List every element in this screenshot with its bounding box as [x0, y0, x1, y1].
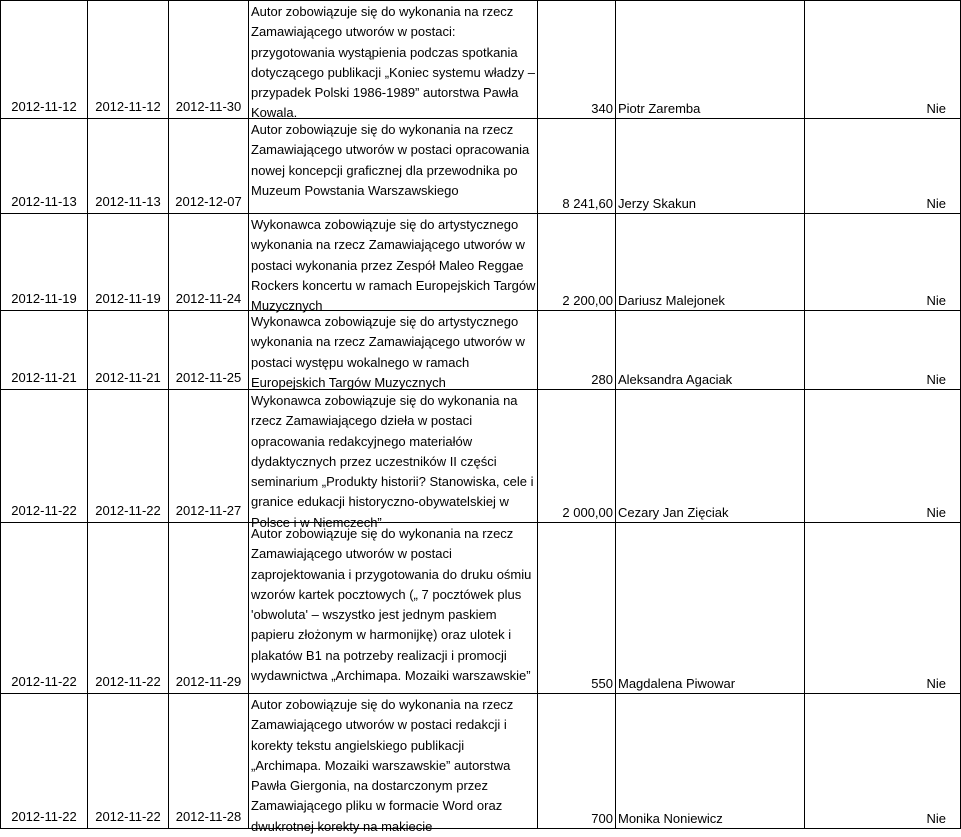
flag-value: Nie [805, 119, 961, 214]
table-row [1, 214, 961, 311]
date-start: 2012-11-19 [1, 214, 88, 311]
contract-description: Autor zobowiązuje się do wykonania na rzecz Zamawiającego utworów w postaci opracowania nowej koncepcji graficznej dla przewodnika po Muzeum Powstania Warszawskiego [249, 119, 538, 214]
flag-value: Nie [805, 1, 961, 119]
table-row [1, 523, 961, 694]
contract-amount: 550 [538, 523, 616, 694]
date-end: 2012-11-25 [169, 311, 249, 390]
contract-amount: 280 [538, 311, 616, 390]
contract-amount: 8 241,60 [538, 119, 616, 214]
date-signed: 2012-11-19 [88, 214, 169, 311]
contract-description: Autor zobowiązuje się do wykonania na rzecz Zamawiającego utworów w postaci zaprojektowania i przygotowania do druku ośmiu wzorów kartek pocztowych („ 7 pocztówek plus 'obwoluta' – wszystko jest jednym paskiem papieru złożonym w harmonijkę) oraz ulotek i plakatów B1 na potrzeby realizacji i promocji wydawnictwa „Archimapa. Mozaiki warszawskie” [249, 523, 538, 694]
contractor-name: Aleksandra Agaciak [616, 311, 805, 390]
contract-description: Wykonawca zobowiązuje się do artystycznego wykonania na rzecz Zamawiającego utworów w postaci występu wokalnego w ramach Europejskich Targów Muzycznych [249, 311, 538, 390]
date-signed: 2012-11-12 [88, 1, 169, 119]
table-row [1, 694, 961, 829]
date-end: 2012-11-29 [169, 523, 249, 694]
contractor-name: Monika Noniewicz [616, 694, 805, 829]
date-end: 2012-11-28 [169, 694, 249, 829]
contractor-name: Jerzy Skakun [616, 119, 805, 214]
contractor-name: Magdalena Piwowar [616, 523, 805, 694]
date-start: 2012-11-21 [1, 311, 88, 390]
table-row [1, 119, 961, 214]
contract-description: Autor zobowiązuje się do wykonania na rzecz Zamawiającego utworów w postaci: przygotowania wystąpienia podczas spotkania dotyczącego publikacji „Koniec systemu władzy – przypadek Polski 1986-1989” autorstwa Pawła Kowala. [249, 1, 538, 119]
contractor-name: Cezary Jan Zięciak [616, 390, 805, 523]
date-start: 2012-11-22 [1, 390, 88, 523]
date-start: 2012-11-13 [1, 119, 88, 214]
date-signed: 2012-11-22 [88, 523, 169, 694]
flag-value: Nie [805, 694, 961, 829]
table-row [1, 311, 961, 390]
flag-value: Nie [805, 311, 961, 390]
date-signed: 2012-11-22 [88, 390, 169, 523]
date-signed: 2012-11-21 [88, 311, 169, 390]
flag-value: Nie [805, 523, 961, 694]
contract-amount: 2 200,00 [538, 214, 616, 311]
contract-description: Autor zobowiązuje się do wykonania na rzecz Zamawiającego utworów w postaci redakcji i korekty tekstu angielskiego publikacji „Archimapa. Mozaiki warszawskie” autorstwa Pawła Giergonia, na dostarczonym przez Zamawiającego pliku w formacie Word oraz dwukrotnej korekty na makiecie [249, 694, 538, 829]
date-end: 2012-11-27 [169, 390, 249, 523]
flag-value: Nie [805, 390, 961, 523]
table-row [1, 1, 961, 119]
contract-description: Wykonawca zobowiązuje się do artystycznego wykonania na rzecz Zamawiającego utworów w postaci wykonania przez Zespół Maleo Reggae Rockers koncertu w ramach Europejskich Targów Muzycznych [249, 214, 538, 311]
date-end: 2012-11-24 [169, 214, 249, 311]
contractor-name: Piotr Zaremba [616, 1, 805, 119]
table-row [1, 390, 961, 523]
date-start: 2012-11-12 [1, 1, 88, 119]
contractor-name: Dariusz Malejonek [616, 214, 805, 311]
contract-amount: 2 000,00 [538, 390, 616, 523]
date-start: 2012-11-22 [1, 523, 88, 694]
contract-description: Wykonawca zobowiązuje się do wykonania na rzecz Zamawiającego dzieła w postaci opracowania redakcyjnego materiałów dydaktycznych przez uczestników II części seminarium „Produkty historii? Stanowiska, cele i granice edukacji historyczno-obywatelskiej w Polsce i w Niemczech” [249, 390, 538, 523]
contract-amount: 700 [538, 694, 616, 829]
date-signed: 2012-11-13 [88, 119, 169, 214]
flag-value: Nie [805, 214, 961, 311]
date-start: 2012-11-22 [1, 694, 88, 829]
date-end: 2012-12-07 [169, 119, 249, 214]
contract-amount: 340 [538, 1, 616, 119]
date-end: 2012-11-30 [169, 1, 249, 119]
date-signed: 2012-11-22 [88, 694, 169, 829]
